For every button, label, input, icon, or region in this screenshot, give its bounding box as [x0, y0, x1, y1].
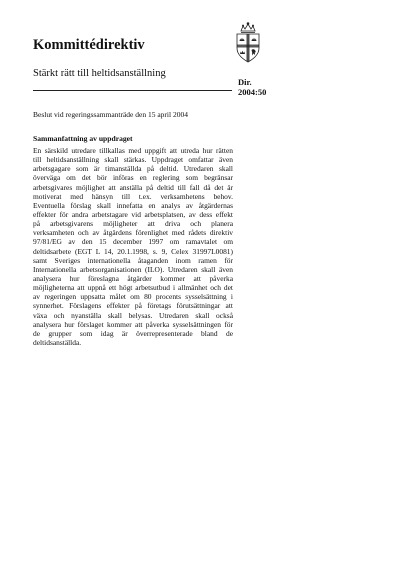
paragraph-line: samt Sveriges internationella åtaganden inom ramen för	[33, 255, 233, 265]
paragraph-line: verksamheten och av åtgärdens förenlighet med rådets direktiv	[33, 228, 233, 238]
paragraph-line: på arbetsgivarens möjligheter att driva och planera	[33, 219, 233, 229]
decision-line: Beslut vid regeringssammanträde den 15 april 2004	[33, 110, 188, 119]
paragraph-line: synnerhet. Förslagens effekter på företags förutsättningar att	[33, 301, 233, 311]
summary-heading: Sammanfattning av uppdraget	[33, 134, 133, 143]
directive-label: Dir.	[238, 77, 252, 87]
swedish-royal-crest-icon	[232, 22, 264, 64]
paragraph-line: En särskild utredare tillkallas med uppgift att utreda hur rätten	[33, 146, 233, 155]
paragraph-line: av regeringen uppsatta målet om 80 procents sysselsättning i	[33, 292, 233, 302]
paragraph-line: möjligheterna att uppnå ett högt arbetsutbud i allmänhet och det	[33, 283, 233, 293]
paragraph-line: Eventuella förslag skall innefatta en analys av åtgärdernas	[33, 200, 233, 210]
paragraph-line: arbetsgagare som är timanställda på deltid. Utredaren skall	[33, 164, 233, 174]
summary-paragraph	[33, 146, 233, 347]
paragraph-line: motiverat med hänsyn till t.ex. verksamhetens behov.	[33, 191, 233, 201]
document-title: Kommittédirektiv	[33, 37, 145, 53]
header-rule	[33, 90, 232, 91]
paragraph-line: deltidsanställda.	[33, 337, 82, 347]
paragraph-line: arbetsgivares möjlighet att anställa på deltid till fall då det är	[33, 182, 233, 192]
paragraph-line: deltidsarbete (EGT L 14, 20.1.1998, s. 9, Celex 31997L0081)	[33, 246, 233, 256]
paragraph-line: överväga om det bör införas en reglering som begränsar	[33, 173, 233, 183]
paragraph-line: effekter för andra arbetstagare vid arbetsplatsen, av dess effekt	[33, 209, 233, 219]
paragraph-line: analysera hur föreslagna åtgärder kommer att påverka	[33, 273, 233, 283]
paragraph-line: 97/81/EG av den 15 december 1997 om ramavtalet om	[33, 237, 233, 247]
paragraph-line: de grupper som idag är överrepresenterade bland de	[33, 328, 233, 338]
directive-number: 2004:50	[238, 87, 267, 97]
document-subtitle: Stärkt rätt till heltidsanställning	[33, 68, 166, 79]
paragraph-line: till heltidsanställning skall stärkas. Uppdraget omfattar även	[33, 155, 233, 165]
paragraph-line: analysera hur förslaget kommer att påverka sysselsättningen för	[33, 319, 233, 329]
paragraph-line: växa och nyanställa skall belysas. Utredaren skall också	[33, 310, 233, 320]
paragraph-line: Internationella arbetsorganisationen (ILO). Utredaren skall även	[33, 264, 233, 274]
